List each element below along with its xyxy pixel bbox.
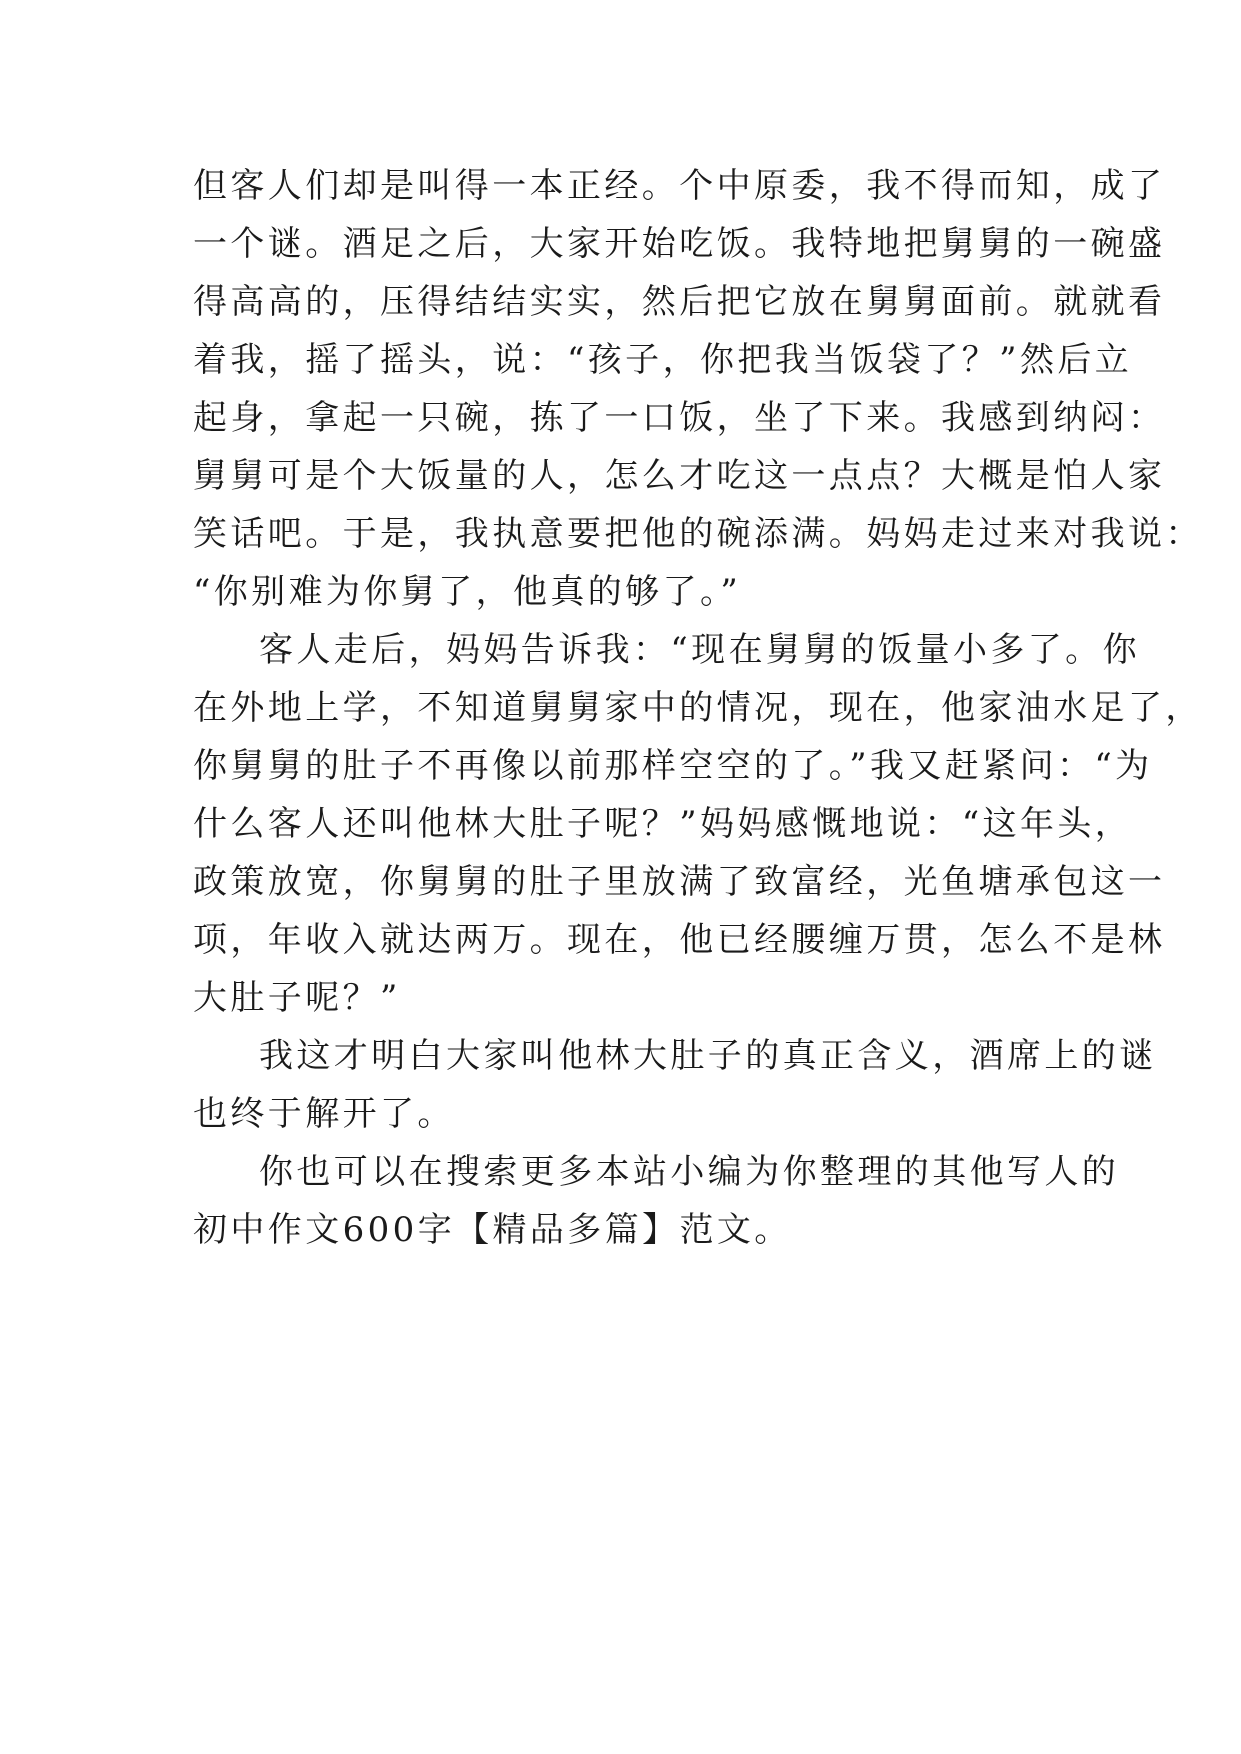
text-line: 着我，摇了摇头，说：“孩子，你把我当饭袋了？”然后立 (193, 340, 1133, 380)
text-line: 舅舅可是个大饭量的人，怎么才吃这一点点？大概是怕人家 (193, 456, 1166, 496)
paragraph (193, 621, 1203, 1027)
text-line: 项，年收入就达两万。现在，他已经腰缠万贯，怎么不是林 (193, 920, 1166, 960)
text-line: 什么客人还叫他林大肚子呢？”妈妈感慨地说：“这年头， (193, 804, 1133, 844)
paragraph (193, 157, 1203, 621)
text-line: 但客人们却是叫得一本正经。个中原委，我不得而知，成了 (193, 166, 1166, 206)
text-line: “你别难为你舅了，他真的够了。” (193, 572, 742, 612)
text-line: 你舅舅的肚子不再像以前那样空空的了。”我又赶紧问：“为 (193, 746, 1153, 786)
text-line: 客人走后，妈妈告诉我：“现在舅舅的饭量小多了。你 (259, 630, 1140, 670)
text-line: 大肚子呢？” (193, 978, 401, 1018)
text-line: 起身，拿起一只碗，拣了一口饭，坐了下来。我感到纳闷： (193, 398, 1166, 438)
text-line: 初中作文600字【精品多篇】范文。 (193, 1210, 792, 1250)
text-line: 在外地上学，不知道舅舅家中的情况，现在，他家油水足了， (193, 688, 1203, 728)
text-line: 笑话吧。于是，我执意要把他的碗添满。妈妈走过来对我说： (193, 514, 1203, 554)
paragraph (193, 1143, 1120, 1259)
text-line: 你也可以在搜索更多本站小编为你整理的其他写人的 (259, 1152, 1120, 1192)
text-line: 也终于解开了。 (193, 1094, 455, 1134)
text-line: 政策放宽，你舅舅的肚子里放满了致富经，光鱼塘承包这一 (193, 862, 1166, 902)
text-line: 得高高的，压得结结实实，然后把它放在舅舅面前。就就看 (193, 282, 1166, 322)
paragraph (193, 1027, 1157, 1143)
text-line: 我这才明白大家叫他林大肚子的真正含义，酒席上的谜 (259, 1036, 1157, 1076)
text-line: 一个谜。酒足之后，大家开始吃饭。我特地把舅舅的一碗盛 (193, 224, 1166, 264)
document-body (193, 157, 1203, 1259)
